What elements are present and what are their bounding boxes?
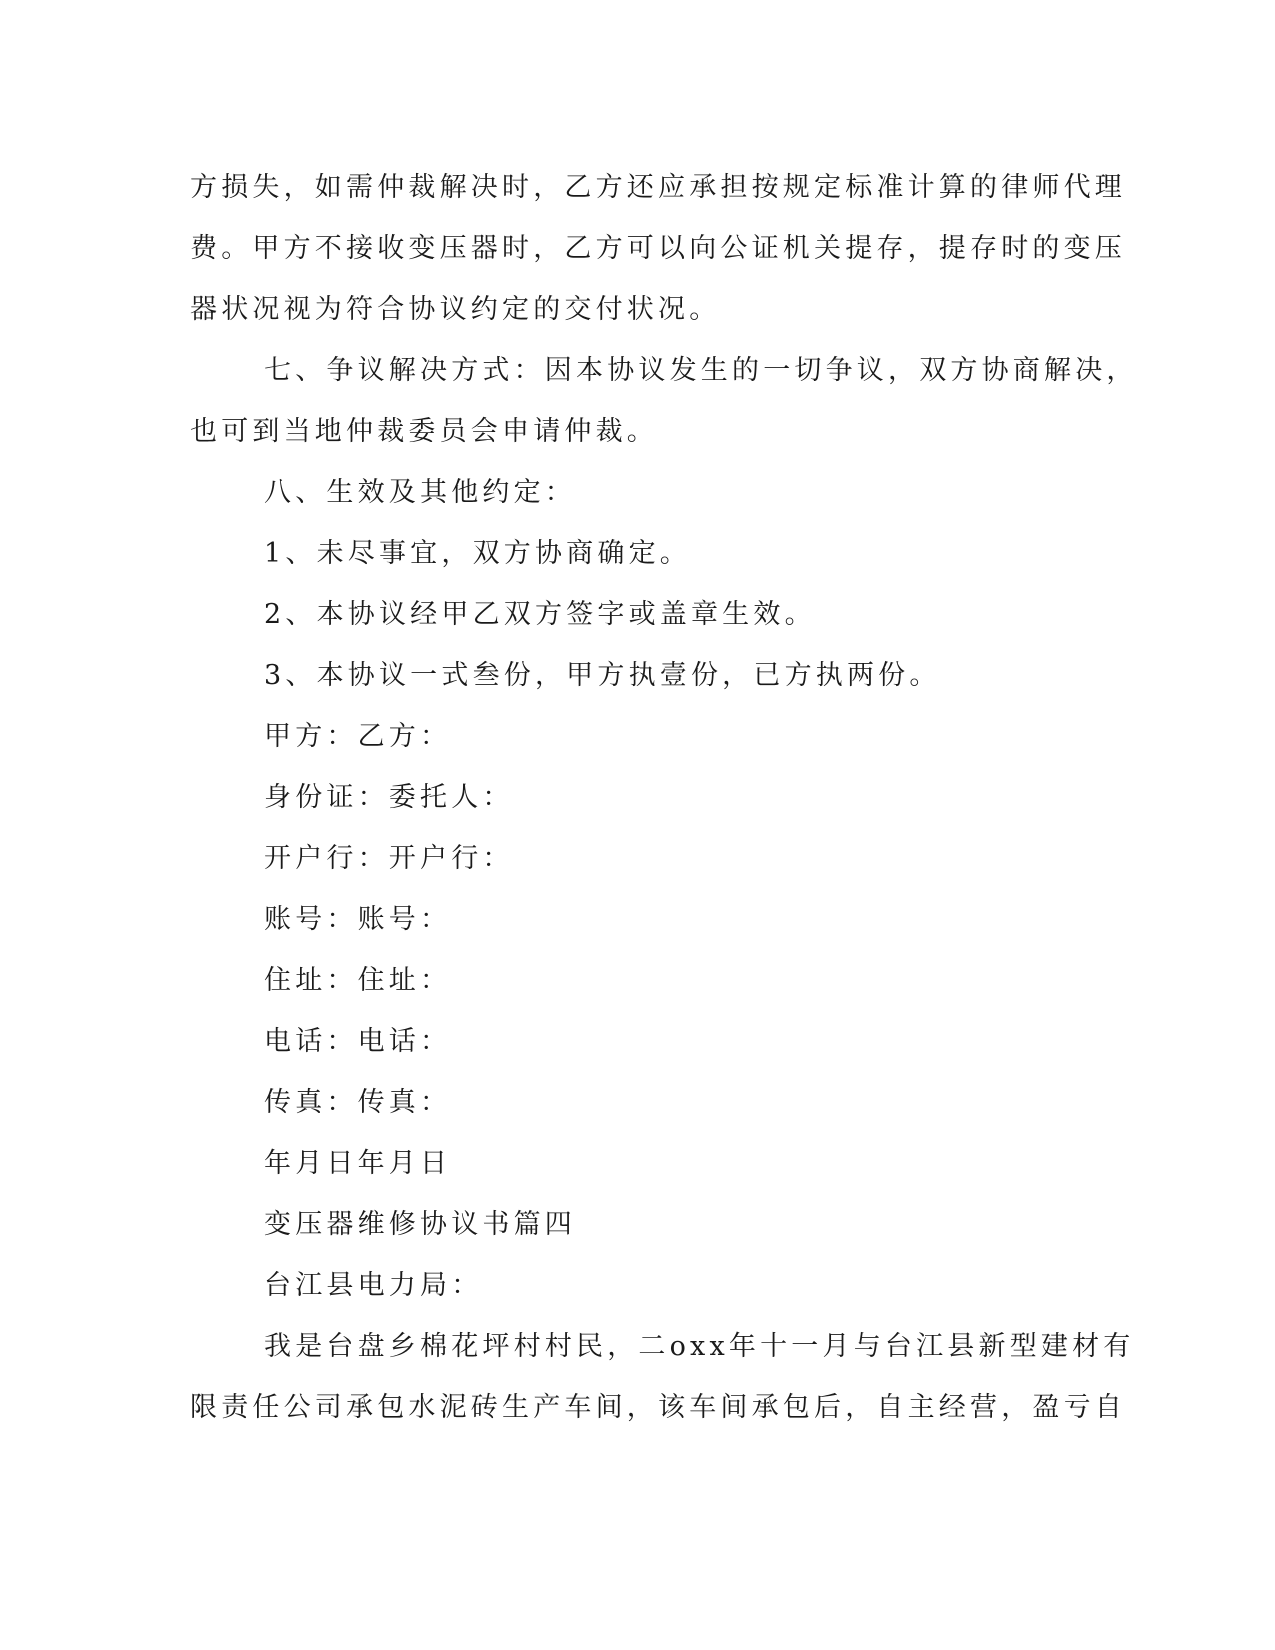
paragraph-line-2: 费。甲方不接收变压器时，乙方可以向公证机关提存，提存时的变压 [190, 233, 1126, 264]
clause-eight-heading: 八、生效及其他约定： [264, 477, 576, 508]
letter-body-line-1: 我是台盘乡棉花坪村村民，二oxx年十一月与台江县新型建材有 [264, 1331, 1135, 1362]
section-heading: 变压器维修协议书篇四 [264, 1209, 576, 1240]
signature-phone-line: 电话：电话： [264, 1026, 452, 1057]
clause-eight-item-3: 3、本协议一式叁份，甲方执壹份，已方执两份。 [264, 660, 941, 691]
paragraph-line-1: 方损失，如需仲裁解决时，乙方还应承担按规定标准计算的律师代理 [190, 172, 1126, 203]
signature-id-line: 身份证：委托人： [264, 782, 514, 813]
signature-address-line: 住址：住址： [264, 965, 452, 996]
signature-account-line: 账号：账号： [264, 904, 452, 935]
clause-seven-line-2: 也可到当地仲裁委员会申请仲裁。 [190, 416, 658, 447]
clause-eight-item-1: 1、未尽事宜，双方协商确定。 [264, 538, 691, 569]
signature-fax-line: 传真：传真： [264, 1087, 452, 1118]
signature-bank-line: 开户行：开户行： [264, 843, 514, 874]
signature-party-line: 甲方：乙方： [264, 721, 452, 752]
letter-addressee: 台江县电力局： [264, 1270, 483, 1301]
signature-date-line: 年月日年月日 [264, 1148, 452, 1179]
clause-eight-item-2: 2、本协议经甲乙双方签字或盖章生效。 [264, 599, 816, 630]
clause-seven-line-1: 七、争议解决方式：因本协议发生的一切争议，双方协商解决， [264, 355, 1138, 386]
paragraph-line-3: 器状况视为符合协议约定的交付状况。 [190, 294, 721, 325]
letter-body-line-2: 限责任公司承包水泥砖生产车间，该车间承包后，自主经营，盈亏自 [190, 1392, 1126, 1423]
